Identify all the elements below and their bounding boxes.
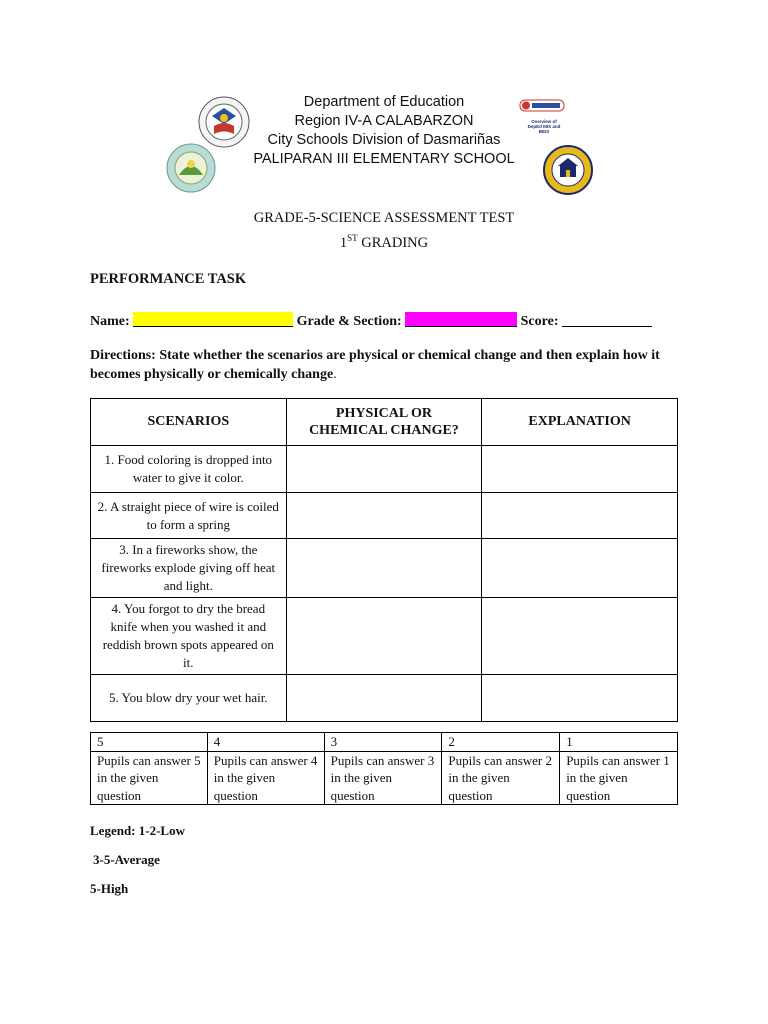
scenario-cell: 5. You blow dry your wet hair. (91, 675, 287, 722)
grading-period (0, 228, 768, 253)
rubric-description-cell: Pupils can answer 2 in the given question (442, 751, 560, 805)
change-answer-cell[interactable] (286, 493, 482, 539)
rubric-description-cell: Pupils can answer 5 in the given question (91, 751, 208, 805)
rubric-score-row (91, 733, 678, 752)
grading-number: 1 (339, 234, 348, 251)
rubric-score-cell: 5 (91, 733, 208, 752)
explanation-answer-cell[interactable] (482, 598, 678, 675)
performance-task-heading: PERFORMANCE TASK (90, 271, 247, 287)
rubric-description-cell: Pupils can answer 4 in the given question (207, 751, 324, 805)
rubric-table (90, 732, 678, 805)
change-answer-cell[interactable] (286, 539, 482, 598)
rubric-score-cell: 2 (442, 733, 560, 752)
change-type-header: PHYSICAL OR CHEMICAL CHANGE? (286, 399, 482, 446)
scenario-cell: 4. You forgot to dry the bread knife when you washed it and reddish brown spots appeared on it. (91, 598, 287, 675)
student-info-row (90, 312, 652, 330)
scenario-cell: 2. A straight piece of wire is coiled to form a spring (91, 493, 287, 539)
grading-word: GRADING (357, 234, 429, 251)
rubric-description-row (91, 751, 678, 805)
change-answer-cell[interactable] (286, 675, 482, 722)
table-row (91, 493, 678, 539)
directions-period: . (333, 367, 337, 382)
explanation-answer-cell[interactable] (482, 675, 678, 722)
letterhead (0, 93, 768, 169)
table-row (91, 446, 678, 493)
explanation-answer-cell[interactable] (482, 493, 678, 539)
rubric-score-cell: 4 (207, 733, 324, 752)
scenarios-header: SCENARIOS (91, 399, 287, 446)
grade-section-label: Grade & Section: (296, 314, 402, 329)
legend-low: Legend: 1-2-Low (90, 823, 185, 838)
name-label: Name: (90, 314, 130, 329)
explanation-answer-cell[interactable] (482, 446, 678, 493)
legend-average: 3-5-Average (93, 852, 160, 867)
scenario-cell: 1. Food coloring is dropped into water to give it color. (91, 446, 287, 493)
table-row (91, 598, 678, 675)
directions-text: Directions: State whether the scenarios are physical or chemical change and then explain how it becomes physically or chemically change (90, 348, 660, 382)
grade-section-field[interactable] (405, 312, 517, 327)
scenario-table (90, 398, 678, 722)
explanation-answer-cell[interactable] (482, 539, 678, 598)
test-title-block (0, 208, 768, 253)
change-answer-cell[interactable] (286, 598, 482, 675)
rubric-score-cell: 1 (560, 733, 678, 752)
test-title: GRADE-5-SCIENCE ASSESSMENT TEST (253, 210, 515, 226)
department-name: Department of Education (303, 94, 465, 110)
change-answer-cell[interactable] (286, 446, 482, 493)
deped-mis-badge-text: Overview of DepEd MIS and BEIS (527, 119, 561, 134)
name-field[interactable] (133, 312, 293, 327)
division-name: City Schools Division of Dasmariñas (267, 132, 501, 148)
rubric-score-cell: 3 (324, 733, 442, 752)
table-row (91, 675, 678, 722)
grading-superscript: ST (347, 233, 358, 243)
region-name: Region IV-A CALABARZON (294, 113, 474, 129)
legend-high: 5-High (90, 881, 129, 896)
scenario-cell: 3. In a fireworks show, the fireworks explode giving off heat and light. (91, 539, 287, 598)
score-field[interactable] (562, 312, 652, 327)
rubric-description-cell: Pupils can answer 3 in the given question (324, 751, 442, 805)
rubric-description-cell: Pupils can answer 1 in the given question (560, 751, 678, 805)
school-name: PALIPARAN III ELEMENTARY SCHOOL (253, 151, 515, 167)
scenario-table-header (91, 399, 678, 446)
score-label: Score: (520, 314, 559, 329)
explanation-header: EXPLANATION (482, 399, 678, 446)
directions (90, 346, 680, 384)
table-row (91, 539, 678, 598)
